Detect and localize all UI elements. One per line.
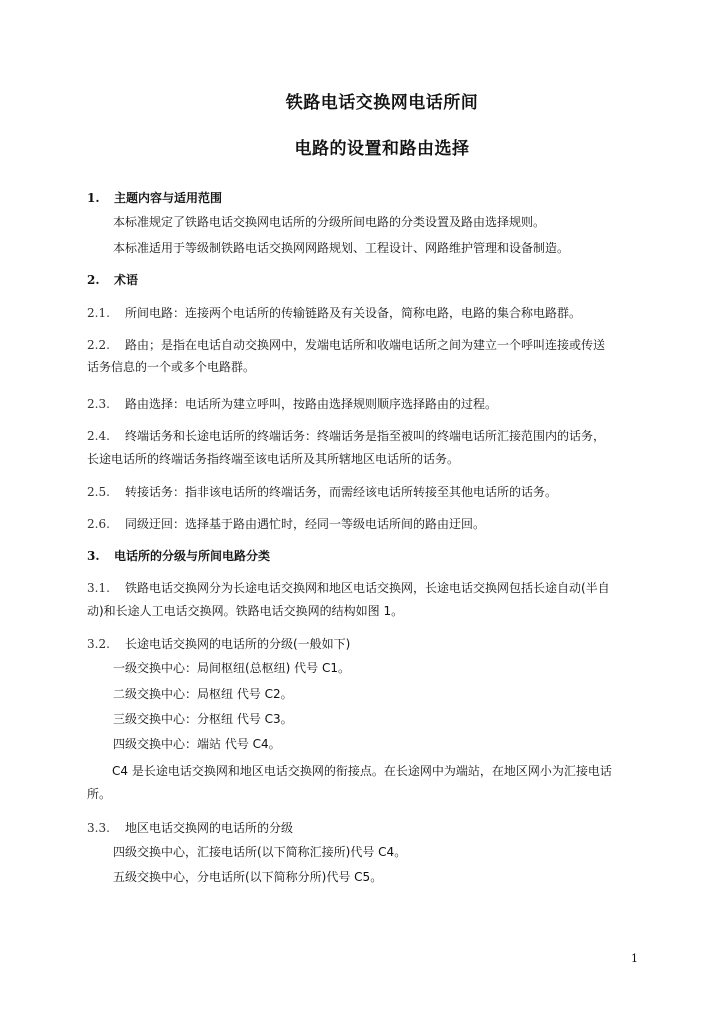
clause-2-3: [87, 396, 497, 412]
clause-text: 路由；是指在电话自动交换网中，发端电话所和收端电话所之间为建立一个呼叫连接或传送: [125, 338, 606, 352]
section-heading-text: 术语: [114, 273, 139, 287]
clause-3-3: [87, 820, 293, 836]
clause-number: 3.1.: [87, 581, 110, 595]
clause-number: 2.3.: [87, 397, 110, 411]
section-1-paragraph-1: 本标准规定了铁路电话交换网电话所的分级所间电路的分类设置及路由选择规则。: [113, 215, 546, 229]
section-3-heading: [87, 548, 270, 564]
clause-text: 所间电路：连接两个电话所的传输链路及有关设备，简称电路，电路的集合称电路群。: [125, 306, 582, 320]
page-number: 1: [631, 952, 638, 965]
level-1-center: 一级交换中心：局间枢纽(总枢纽) 代号 C1。: [113, 661, 351, 675]
c4-note-continuation: 所。: [87, 787, 112, 801]
level-5-regional: 五级交换中心，分电话所(以下简称分所)代号 C5。: [113, 870, 383, 884]
section-2-heading: [87, 272, 138, 288]
section-number: 3.: [87, 549, 100, 563]
clause-text: 地区电话交换网的电话所的分级: [125, 821, 294, 835]
clause-2-1: [87, 305, 581, 321]
clause-2-4: [87, 428, 605, 444]
clause-number: 2.5.: [87, 485, 110, 499]
clause-text: 铁路电话交换网分为长途电话交换网和地区电话交换网，长途电话交换网包括长途自动(半自: [125, 581, 610, 595]
clause-number: 3.2.: [87, 637, 110, 651]
clause-text: 终端话务和长途电话所的终端话务：终端话务是指至被叫的终端电话所汇接范围内的话务，: [125, 429, 606, 443]
clause-3-1-continuation: 动)和长途人工电话交换网。铁路电话交换网的结构如图 1。: [87, 604, 404, 618]
level-3-center: 三级交换中心：分枢纽 代号 C3。: [113, 712, 293, 726]
section-1-heading: [87, 190, 222, 206]
clause-2-6: [87, 516, 485, 532]
section-1-paragraph-2: 本标准适用于等级制铁路电话交换网网路规划、工程设计、网路维护管理和设备制造。: [113, 241, 570, 255]
level-4-regional: 四级交换中心，汇接电话所(以下简称汇接所)代号 C4。: [113, 845, 407, 859]
clause-text: 同级迂回：选择基于路由遇忙时，经同一等级电话所间的路由迂回。: [125, 517, 486, 531]
clause-2-2: [87, 337, 605, 353]
section-heading-text: 主题内容与适用范围: [114, 191, 223, 205]
clause-number: 2.6.: [87, 517, 110, 531]
clause-3-1: [87, 580, 610, 596]
clause-text: 转接话务：指非该电话所的终端话务，而需经该电话所转接至其他电话所的话务。: [125, 485, 558, 499]
c4-note: C4 是长途电话交换网和地区电话交换网的衔接点。在长途网中为端站，在地区网小为汇接电话: [112, 764, 612, 778]
clause-text: 长途电话交换网的电话所的分级(一般如下): [125, 637, 351, 651]
clause-number: 2.2.: [87, 338, 110, 352]
level-4-center: 四级交换中心：端站 代号 C4。: [113, 737, 281, 751]
clause-number: 3.3.: [87, 821, 110, 835]
clause-number: 2.4.: [87, 429, 110, 443]
section-number: 1.: [87, 191, 100, 205]
title-line-2: 电路的设置和路由选择: [294, 139, 470, 159]
clause-text: 路由选择：电话所为建立呼叫，按路由选择规则顺序选择路由的过程。: [125, 397, 498, 411]
section-number: 2.: [87, 273, 100, 287]
level-2-center: 二级交换中心：局枢纽 代号 C2。: [113, 687, 293, 701]
title-line-1: 铁路电话交换网电话所间: [285, 93, 479, 113]
clause-2-4-continuation: 长途电话所的终端话务指终端至该电话所及其所辖地区电话所的话务。: [87, 452, 460, 466]
clause-number: 2.1.: [87, 306, 110, 320]
section-heading-text: 电话所的分级与所间电路分类: [114, 549, 271, 563]
clause-2-2-continuation: 话务信息的一个或多个电路群。: [87, 360, 256, 374]
clause-2-5: [87, 484, 557, 500]
clause-3-2: [87, 636, 350, 652]
